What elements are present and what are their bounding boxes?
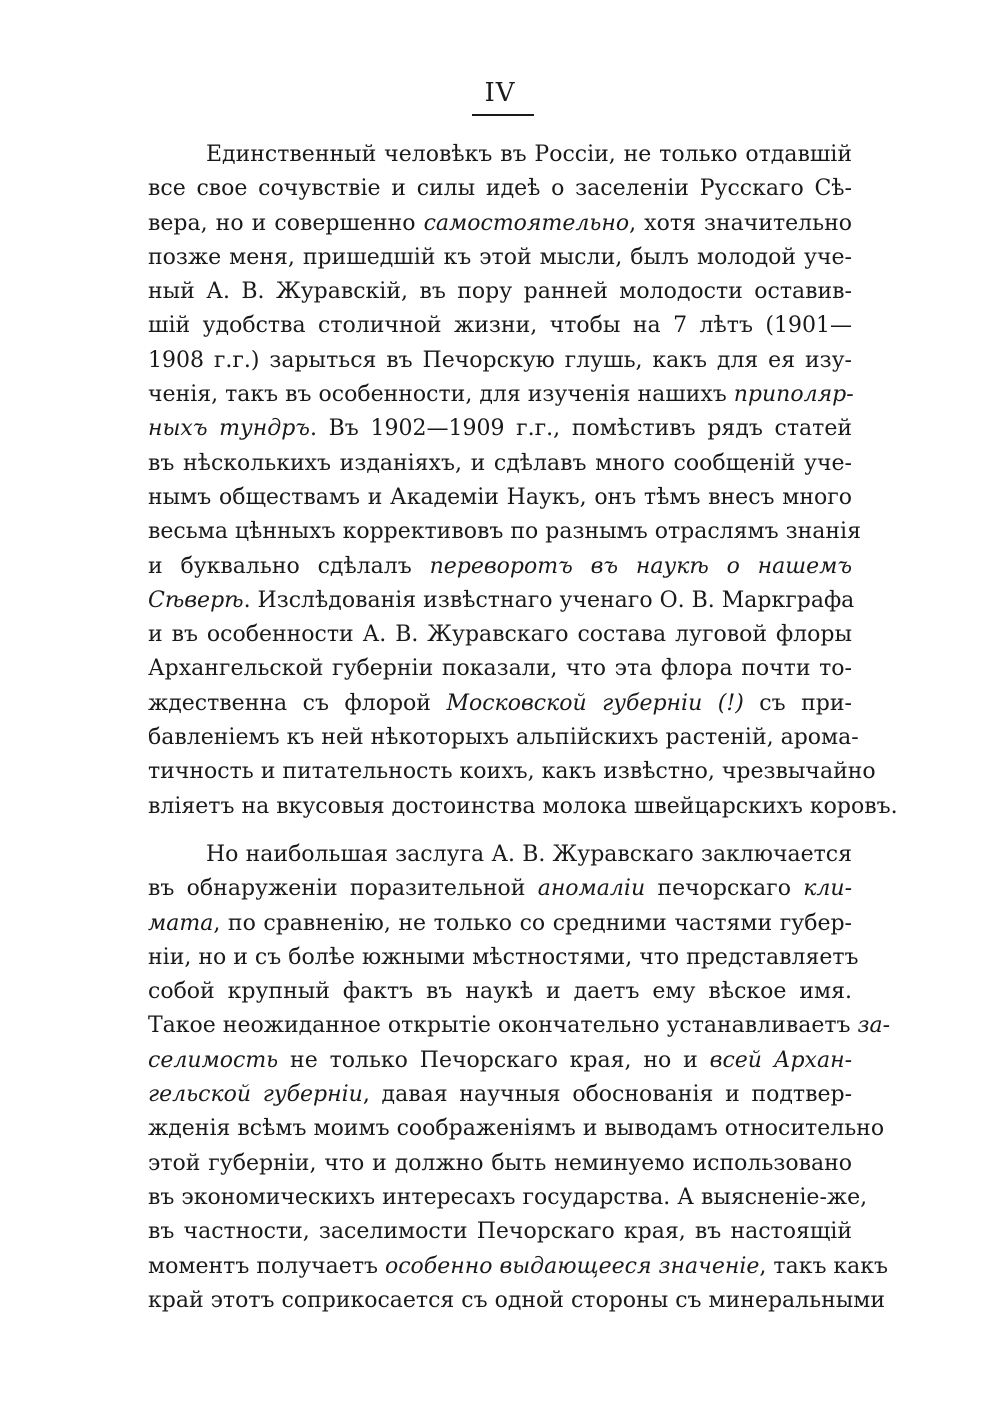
text-segment: , хотя значительно xyxy=(629,210,852,236)
text-segment: въ обнаруженіи поразительной xyxy=(148,876,538,902)
text-segment: съ при- xyxy=(743,690,852,716)
text-segment: Архангельской губерніи показали, что эта флора почти то- xyxy=(148,656,852,682)
emphasis-text: селимость xyxy=(148,1047,279,1073)
emphasis-text: ныхъ тундръ xyxy=(148,416,310,442)
emphasis-text: мата xyxy=(148,910,214,936)
text-segment: въ частности, заселимости Печорскаго края, въ настоящій xyxy=(148,1219,852,1245)
page-number: IV xyxy=(484,78,516,108)
text-segment: жденія всѣмъ моимъ соображеніямъ и выводамъ относительно xyxy=(148,1116,885,1142)
page-number-rule xyxy=(472,114,534,116)
text-segment: не только Печорскаго края, но и xyxy=(278,1047,710,1073)
paragraph-1 xyxy=(148,138,898,824)
text-segment: тичность и питательность коихъ, какъ извѣстно, чрезвычайно xyxy=(148,759,876,785)
text-segment: . Въ 1902—1909 г.г., помѣстивъ рядъ статей xyxy=(309,416,852,442)
text-segment: Такое неожиданное открытіе окончательно устанавливаетъ xyxy=(148,1013,858,1039)
text-segment: ный А. В. Журавскій, въ пору ранней молодости оставив- xyxy=(148,279,852,305)
text-segment: Но наибольшая заслуга А. В. Журавскаго заключается xyxy=(206,841,852,867)
text-segment: , давая научныя обоснованія и подтвер- xyxy=(362,1082,852,1108)
text-line xyxy=(148,1147,852,1181)
text-line xyxy=(148,1078,852,1112)
text-line xyxy=(148,412,852,446)
text-segment: ніи, но и съ болѣе южными мѣстностями, что представляетъ xyxy=(148,944,859,970)
emphasis-text: Московской губерніи (!) xyxy=(446,690,744,716)
text-line xyxy=(148,1181,868,1215)
emphasis-text: аномаліи xyxy=(537,876,646,902)
text-line xyxy=(148,584,855,618)
text-segment: шій удобства столичной жизни, чтобы на 7 лѣтъ (1901— xyxy=(148,313,852,339)
emphasis-text: приполяр- xyxy=(733,382,854,408)
text-line xyxy=(148,550,852,584)
text-line xyxy=(148,872,852,906)
text-line xyxy=(148,1044,852,1078)
text-segment: въ экономическихъ интересахъ государства. А выясненіе-же, xyxy=(148,1184,868,1210)
text-line xyxy=(148,755,876,789)
text-segment: все свое сочувствіе и силы идеѣ о заселеніи Русскаго Сѣ- xyxy=(148,176,852,202)
text-segment: моментъ получаетъ xyxy=(148,1253,385,1279)
text-line xyxy=(148,309,852,343)
text-segment: позже меня, пришедшій къ этой мысли, былъ молодой уче- xyxy=(148,244,852,270)
emphasis-text: всей Архан- xyxy=(709,1047,853,1073)
text-line xyxy=(148,975,852,1009)
text-line xyxy=(148,344,852,378)
text-line xyxy=(148,721,859,755)
emphasis-text: самостоятельно xyxy=(423,210,630,236)
text-line xyxy=(148,378,852,412)
paragraph-gap xyxy=(148,824,852,838)
text-line xyxy=(148,275,852,309)
emphasis-text: кли- xyxy=(803,876,852,902)
text-segment: печорскаго xyxy=(645,876,804,902)
text-line xyxy=(148,481,852,515)
text-segment: . Изслѣдованія извѣстнаго ученаго О. В. Маркграфа xyxy=(243,587,855,613)
text-line xyxy=(148,790,898,824)
text-line xyxy=(148,1284,886,1318)
text-segment: нымъ обществамъ и Академіи Наукъ, онъ тѣмъ внесъ много xyxy=(148,484,852,510)
emphasis-text: за- xyxy=(857,1013,891,1039)
text-line xyxy=(148,138,852,172)
text-segment: , по сравненію, не только со средними частями губер- xyxy=(213,910,852,936)
text-line xyxy=(148,1250,889,1284)
emphasis-text: Сѣверѣ xyxy=(148,587,244,613)
text-line xyxy=(148,447,852,481)
text-segment: этой губерніи, что и должно быть неминуемо использовано xyxy=(148,1150,852,1176)
emphasis-text: особенно выдающееся значеніе xyxy=(384,1253,760,1279)
text-line xyxy=(148,1009,891,1043)
text-line xyxy=(148,1112,885,1146)
text-segment: край этотъ соприкосается съ одной стороны съ минеральными xyxy=(148,1287,886,1313)
body-text xyxy=(148,138,898,1318)
text-segment: Единственный человѣкъ въ Россіи, не только отдавшій xyxy=(206,142,852,167)
paragraph-2 xyxy=(148,838,891,1318)
text-segment: и буквально сдѣлалъ xyxy=(148,553,430,579)
text-segment: вліяетъ на вкусовыя достоинства молока швейцарскихъ коровъ. xyxy=(148,793,898,819)
text-line xyxy=(148,1215,852,1249)
text-segment: бавленіемъ къ ней нѣкоторыхъ альпійскихъ растеній, арома- xyxy=(148,725,859,751)
text-line xyxy=(148,172,852,206)
text-line xyxy=(148,941,859,975)
text-segment: , такъ какъ xyxy=(759,1253,889,1279)
text-line xyxy=(148,515,861,549)
text-segment: въ нѣсколькихъ изданіяхъ, и сдѣлавъ много сообщеній уче- xyxy=(148,450,852,476)
text-segment: собой крупный фактъ въ наукѣ и даетъ ему вѣское имя. xyxy=(148,979,852,1005)
text-line xyxy=(148,618,852,652)
text-line xyxy=(148,207,852,241)
text-segment: и въ особенности А. В. Журавскаго состава луговой флоры xyxy=(148,622,852,648)
text-line xyxy=(148,907,852,941)
emphasis-text: гельской губерніи xyxy=(148,1082,363,1108)
text-segment: вера, но и совершенно xyxy=(148,210,424,236)
text-segment: ченія, такъ въ особенности, для изученія нашихъ xyxy=(148,382,734,408)
text-line xyxy=(148,687,852,721)
text-line xyxy=(148,652,852,686)
text-line xyxy=(148,241,852,275)
text-line xyxy=(148,838,852,872)
text-segment: ждественна съ флорой xyxy=(148,690,447,716)
text-segment: весьма цѣнныхъ коррективовъ по разнымъ отраслямъ знанія xyxy=(148,519,861,545)
text-segment: 1908 г.г.) зарыться въ Печорскую глушь, какъ для ея изу- xyxy=(148,347,852,373)
emphasis-text: переворотъ въ наукѣ о нашемъ xyxy=(429,553,852,579)
